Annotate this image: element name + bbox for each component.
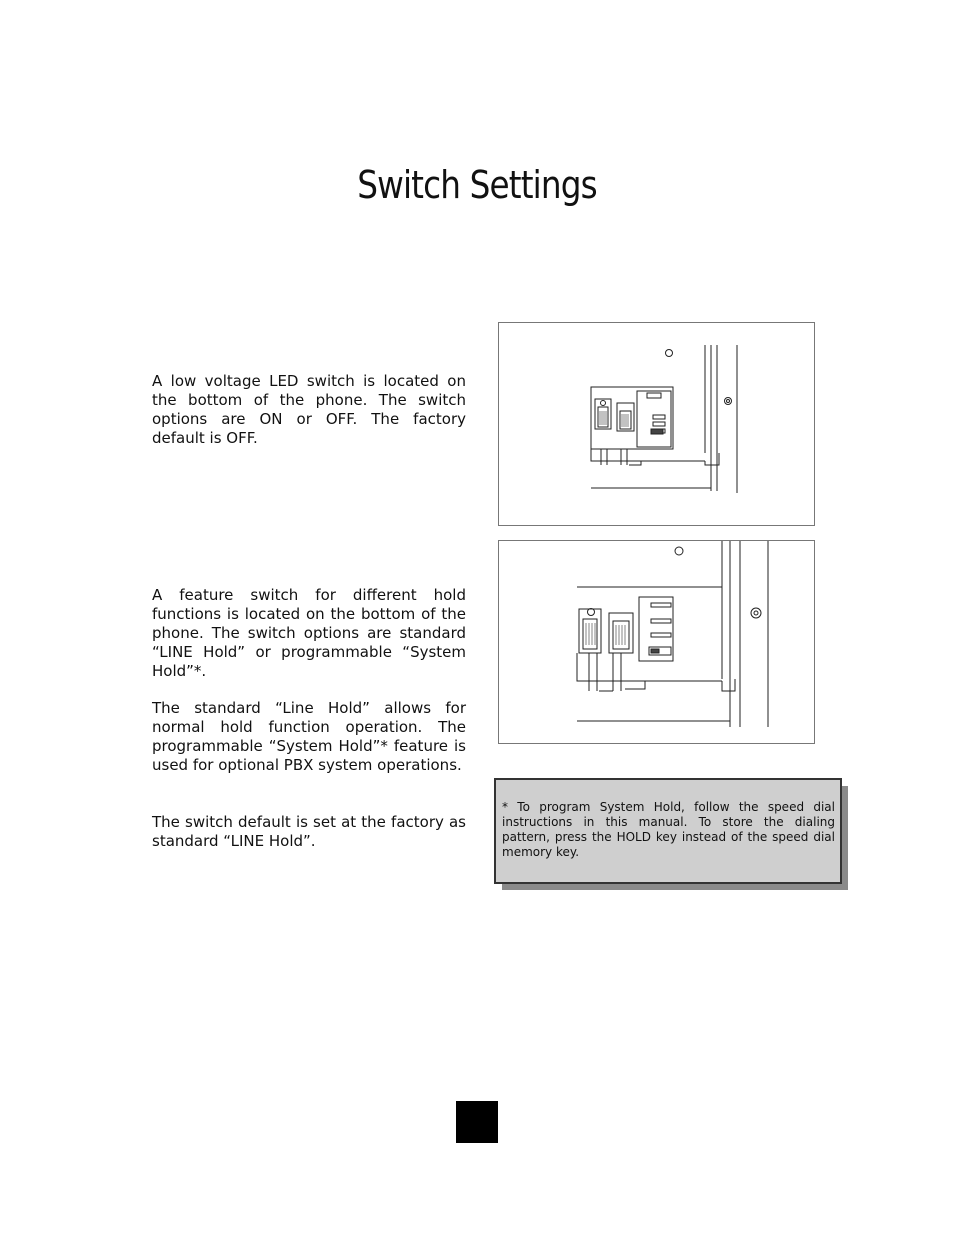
line-hold-description: The standard “Line Hold” allows for normal hold function operation. The programmable “System Hold”* feature is used for optional PBX system operations. xyxy=(152,699,466,774)
hold-switch-figure xyxy=(498,540,815,744)
led-switch-description: A low voltage LED switch is located on the bottom of the phone. The switch options are ON or OFF. The factory default is OFF. xyxy=(152,372,466,447)
hold-switch-description: A feature switch for different hold functions is located on the bottom of the phone. The switch options are standard “LINE Hold” or programmable “System Hold”*. xyxy=(152,586,466,680)
led-switch-figure xyxy=(498,322,815,526)
phone-bottom-led-switch-diagram-icon xyxy=(499,323,816,527)
phone-bottom-hold-switch-diagram-icon xyxy=(499,541,816,745)
system-hold-note xyxy=(494,778,842,884)
page-title: Switch Settings xyxy=(357,163,597,207)
page-number-marker xyxy=(456,1101,498,1143)
switch-default-description: The switch default is set at the factory as standard “LINE Hold”. xyxy=(152,813,466,850)
system-hold-note-text: * To program System Hold, follow the speed dial instructions in this manual. To store the dialing pattern, press the HOLD key instead of the speed dial memory key. xyxy=(502,800,835,859)
